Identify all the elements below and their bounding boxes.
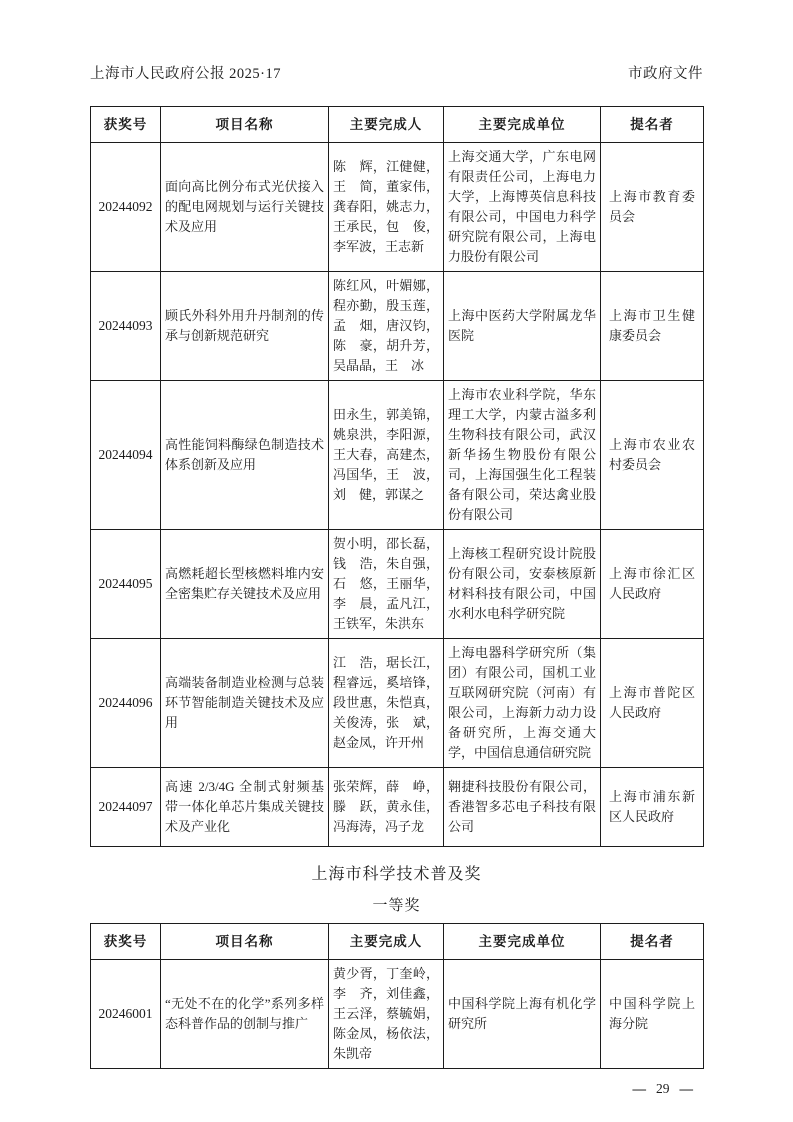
main-completers: 黄少胥，丁奎岭，李 齐，刘佳鑫，王云泽，蔡毓娟，陈金凤，杨依法，朱凯帝 [329, 960, 444, 1069]
table-row [91, 530, 704, 639]
project-name: 高性能饲料酶绿色制造技术体系创新及应用 [161, 381, 329, 530]
col-header-award-no: 获奖号 [91, 924, 161, 960]
award-number: 20246001 [91, 960, 161, 1069]
main-completers: 贺小明，邵长磊，钱 浩，朱自强，石 悠，王丽华，李 晨，孟凡江，王铁军，朱洪东 [329, 530, 444, 639]
nominator: 上海市农业农村委员会 [601, 381, 704, 530]
nominator: 上海市卫生健康委员会 [601, 272, 704, 381]
section-subtitle-first-prize: 一等奖 [372, 898, 421, 914]
col-header-nominator: 提名者 [601, 924, 704, 960]
gazette-page-content [90, 0, 703, 1097]
award-number: 20244094 [91, 381, 161, 530]
col-header-main-completers: 主要完成人 [329, 107, 444, 143]
award-number: 20244092 [91, 143, 161, 272]
footer-left-dash: — [632, 1081, 646, 1096]
table-header-row [91, 107, 704, 143]
main-units: 上海电器科学研究所（集团）有限公司，国机工业互联网研究院（河南）有限公司，上海新力动力设备研究所，上海交通大学，中国信息通信研究院 [444, 639, 601, 768]
nominator: 上海市教育委员会 [601, 143, 704, 272]
col-header-project-name: 项目名称 [161, 924, 329, 960]
document-category-label: 市政府文件 [628, 66, 703, 82]
main-units: 上海市农业科学院，华东理工大学，内蒙古溢多利生物科技有限公司，武汉新华扬生物股份有限公司，上海国强生化工程装备有限公司，荣达禽业股份有限公司 [444, 381, 601, 530]
col-header-project-name: 项目名称 [161, 107, 329, 143]
table-row [91, 381, 704, 530]
table-row [91, 768, 704, 847]
table-row [91, 960, 704, 1069]
table-header-row [91, 924, 704, 960]
award-number: 20244096 [91, 639, 161, 768]
main-units: 上海交通大学，广东电网有限责任公司，上海电力大学，上海博英信息科技有限公司，中国电力科学研究院有限公司，上海电力股份有限公司 [444, 143, 601, 272]
project-name: 顾氏外科外用升丹制剂的传承与创新规范研究 [161, 272, 329, 381]
main-units: 翱捷科技股份有限公司，香港智多芯电子科技有限公司 [444, 768, 601, 847]
section-title-popularization-award: 上海市科学技术普及奖 [311, 866, 482, 883]
award-number: 20244097 [91, 768, 161, 847]
main-units: 中国科学院上海有机化学研究所 [444, 960, 601, 1069]
table-row [91, 639, 704, 768]
main-units: 上海中医药大学附属龙华医院 [444, 272, 601, 381]
col-header-nominator: 提名者 [601, 107, 704, 143]
project-name: “无处不在的化学”系列多样态科普作品的创制与推广 [161, 960, 329, 1069]
main-completers: 陈红风，叶媚娜，程亦勤，殷玉莲，孟 畑，唐汉钧，陈 豪，胡升芳，吴晶晶，王 冰 [329, 272, 444, 381]
nominator: 上海市浦东新区人民政府 [601, 768, 704, 847]
nominator: 中国科学院上海分院 [601, 960, 704, 1069]
award-number: 20244093 [91, 272, 161, 381]
col-header-main-completers: 主要完成人 [329, 924, 444, 960]
project-name: 高端装备制造业检测与总装环节智能制造关键技术及应用 [161, 639, 329, 768]
main-completers: 田永生，郭美锦，姚泉洪，李阳源，王大春，高建杰，冯国华，王 波，刘 健，郭谋之 [329, 381, 444, 530]
running-header [90, 64, 703, 84]
page-number: 29 [656, 1081, 670, 1096]
table-row [91, 143, 704, 272]
footer-right-dash: — [679, 1081, 693, 1096]
main-units: 上海核工程研究设计院股份有限公司，安泰核原新材料科技有限公司，中国水利水电科学研究院 [444, 530, 601, 639]
table-row [91, 272, 704, 381]
nominator: 上海市普陀区人民政府 [601, 639, 704, 768]
award-number: 20244095 [91, 530, 161, 639]
col-header-main-units: 主要完成单位 [444, 107, 601, 143]
main-completers: 江 浩，琚长江，程睿远，奚培锋，段世惠，朱恺真，关俊涛，张 斌，赵金凤，许开州 [329, 639, 444, 768]
col-header-award-no: 获奖号 [91, 107, 161, 143]
col-header-main-units: 主要完成单位 [444, 924, 601, 960]
nominator: 上海市徐汇区人民政府 [601, 530, 704, 639]
page-footer [90, 1081, 703, 1097]
project-name: 面向高比例分布式光伏接入的配电网规划与运行关键技术及应用 [161, 143, 329, 272]
project-name: 高速 2/3/4G 全制式射频基带一体化单芯片集成关键技术及产业化 [161, 768, 329, 847]
gazette-title: 上海市人民政府公报 2025·17 [90, 66, 281, 82]
awards-table-science-tech [90, 106, 704, 847]
awards-table-popularization [90, 923, 704, 1069]
project-name: 高燃耗超长型核燃料堆内安全密集贮存关键技术及应用 [161, 530, 329, 639]
main-completers: 陈 辉，江健健，王 简，董家伟，龚春阳，姚志力，王承民，包 俊，李军波，王志新 [329, 143, 444, 272]
main-completers: 张荣辉，薛 峥，滕 跃，黄永佳，冯海涛，冯子龙 [329, 768, 444, 847]
